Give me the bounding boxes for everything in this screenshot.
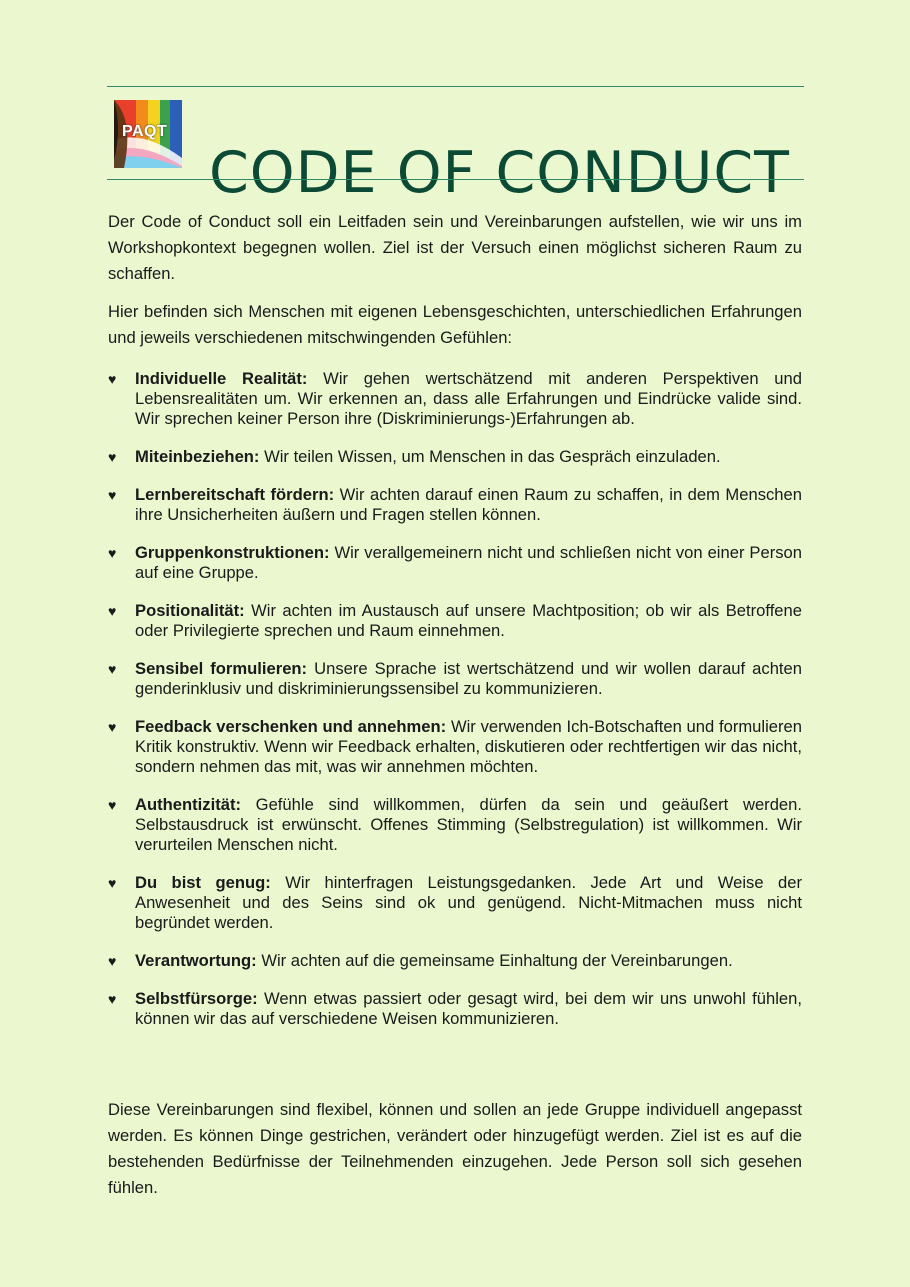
item-text: Wir teilen Wissen, um Menschen in das Gespräch einzuladen. (259, 447, 721, 466)
list-item (108, 543, 802, 583)
item-term: Positionalität: (135, 601, 245, 620)
item-text: Wir gehen wertschätzend mit anderen Perspektiven und Lebensrealitäten um. Wir erkennen an, dass alle Erfahrungen und Eindrücke valide sind. Wir sprechen keiner Person ihre (Diskriminierungs-)Erfahrungen ab. (135, 369, 802, 428)
item-term: Selbstfürsorge: (135, 989, 258, 1008)
heart-bullet-icon: ♥ (108, 661, 117, 677)
intro-paragraph-2: Hier befinden sich Menschen mit eigenen Lebensgeschichten, unterschiedlichen Erfahrungen und jeweils verschiedenen mitschwingenden Gefühlen: (108, 302, 802, 347)
list-item (108, 485, 802, 525)
item-text: Wir verallgemeinern nicht und schließen nicht von einer Person auf eine Gruppe. (135, 543, 802, 582)
item-term: Sensibel formulieren: (135, 659, 308, 678)
heart-bullet-icon: ♥ (108, 953, 117, 969)
list-item (108, 717, 802, 777)
logo-wordmark: PAQT (122, 123, 168, 140)
list-item (108, 601, 802, 641)
item-term: Feedback verschenken und annehmen: (135, 717, 447, 736)
list-item (108, 369, 802, 429)
conduct-list (108, 369, 802, 1047)
item-term: Verantwortung: (135, 951, 257, 970)
heart-bullet-icon: ♥ (108, 545, 117, 561)
list-item (108, 659, 802, 699)
heart-bullet-icon: ♥ (108, 371, 117, 387)
heart-bullet-icon: ♥ (108, 991, 117, 1007)
list-item (108, 989, 802, 1029)
list-item (108, 951, 802, 971)
list-item (108, 795, 802, 855)
heart-bullet-icon: ♥ (108, 487, 117, 503)
page-title: CODE OF CONDUCT (209, 140, 790, 207)
intro-paragraph-1: Der Code of Conduct soll ein Leitfaden sein und Vereinbarungen aufstellen, wie wir uns im Workshopkontext begegnen wollen. Ziel ist der Versuch einen möglichst sicheren Raum zu schaffen. (108, 212, 802, 283)
item-text: Wir achten darauf einen Raum zu schaffen, in dem Menschen ihre Unsicherheiten äußern und Fragen stellen können. (135, 485, 802, 524)
item-term: Authentizität: (135, 795, 241, 814)
item-text: Wir verwenden Ich-Botschaften und formulieren Kritik konstruktiv. Wenn wir Feedback erhalten, diskutieren oder rechtfertigen wir das nicht, sondern nehmen das mit, was wir annehmen möchten. (135, 717, 802, 776)
list-item (108, 873, 802, 933)
list-item (108, 447, 802, 467)
item-term: Miteinbeziehen: (135, 447, 260, 466)
heart-bullet-icon: ♥ (108, 797, 117, 813)
heart-bullet-icon: ♥ (108, 449, 117, 465)
heart-bullet-icon: ♥ (108, 719, 117, 735)
item-text: Wir achten auf die gemeinsame Einhaltung der Vereinbarungen. (256, 951, 733, 970)
closing-paragraph: Diese Vereinbarungen sind flexibel, können und sollen an jede Gruppe individuell angepasst werden. Es können Dinge gestrichen, verändert oder hinzugefügt werden. Ziel ist es auf die bestehenden Bedürfnisse der Teilnehmenden einzugehen. Jede Person soll sich gesehen fühlen. (108, 1100, 802, 1197)
heart-bullet-icon: ♥ (108, 875, 117, 891)
item-term: Du bist genug: (135, 873, 271, 892)
item-text: Gefühle sind willkommen, dürfen da sein und geäußert werden. Selbstausdruck ist erwünscht. Offenes Stimming (Selbstregulation) ist willkommen. Wir verurteilen Menschen nicht. (135, 795, 802, 854)
item-text: Wenn etwas passiert oder gesagt wird, bei dem wir uns unwohl fühlen, können wir das auf verschiedene Weisen kommunizieren. (135, 989, 802, 1028)
header-bottom-rule (107, 179, 804, 180)
heart-bullet-icon: ♥ (108, 603, 117, 619)
header-top-rule (107, 86, 804, 87)
item-term: Individuelle Realität: (135, 369, 308, 388)
paqt-logo (114, 100, 182, 168)
item-term: Lernbereitschaft fördern: (135, 485, 335, 504)
item-text: Wir achten im Austausch auf unsere Machtposition; ob wir als Betroffene oder Privilegierte sprechen und Raum einnehmen. (135, 601, 802, 640)
item-term: Gruppenkonstruktionen: (135, 543, 330, 562)
item-text: Unsere Sprache ist wertschätzend und wir wollen darauf achten genderinklusiv und diskriminierungssensibel zu kommunizieren. (135, 659, 802, 698)
item-text: Wir hinterfragen Leistungsgedanken. Jede Art und Weise der Anwesenheit und des Seins sind ok und genügend. Nicht-Mitmachen muss nicht begründet werden. (135, 873, 802, 932)
